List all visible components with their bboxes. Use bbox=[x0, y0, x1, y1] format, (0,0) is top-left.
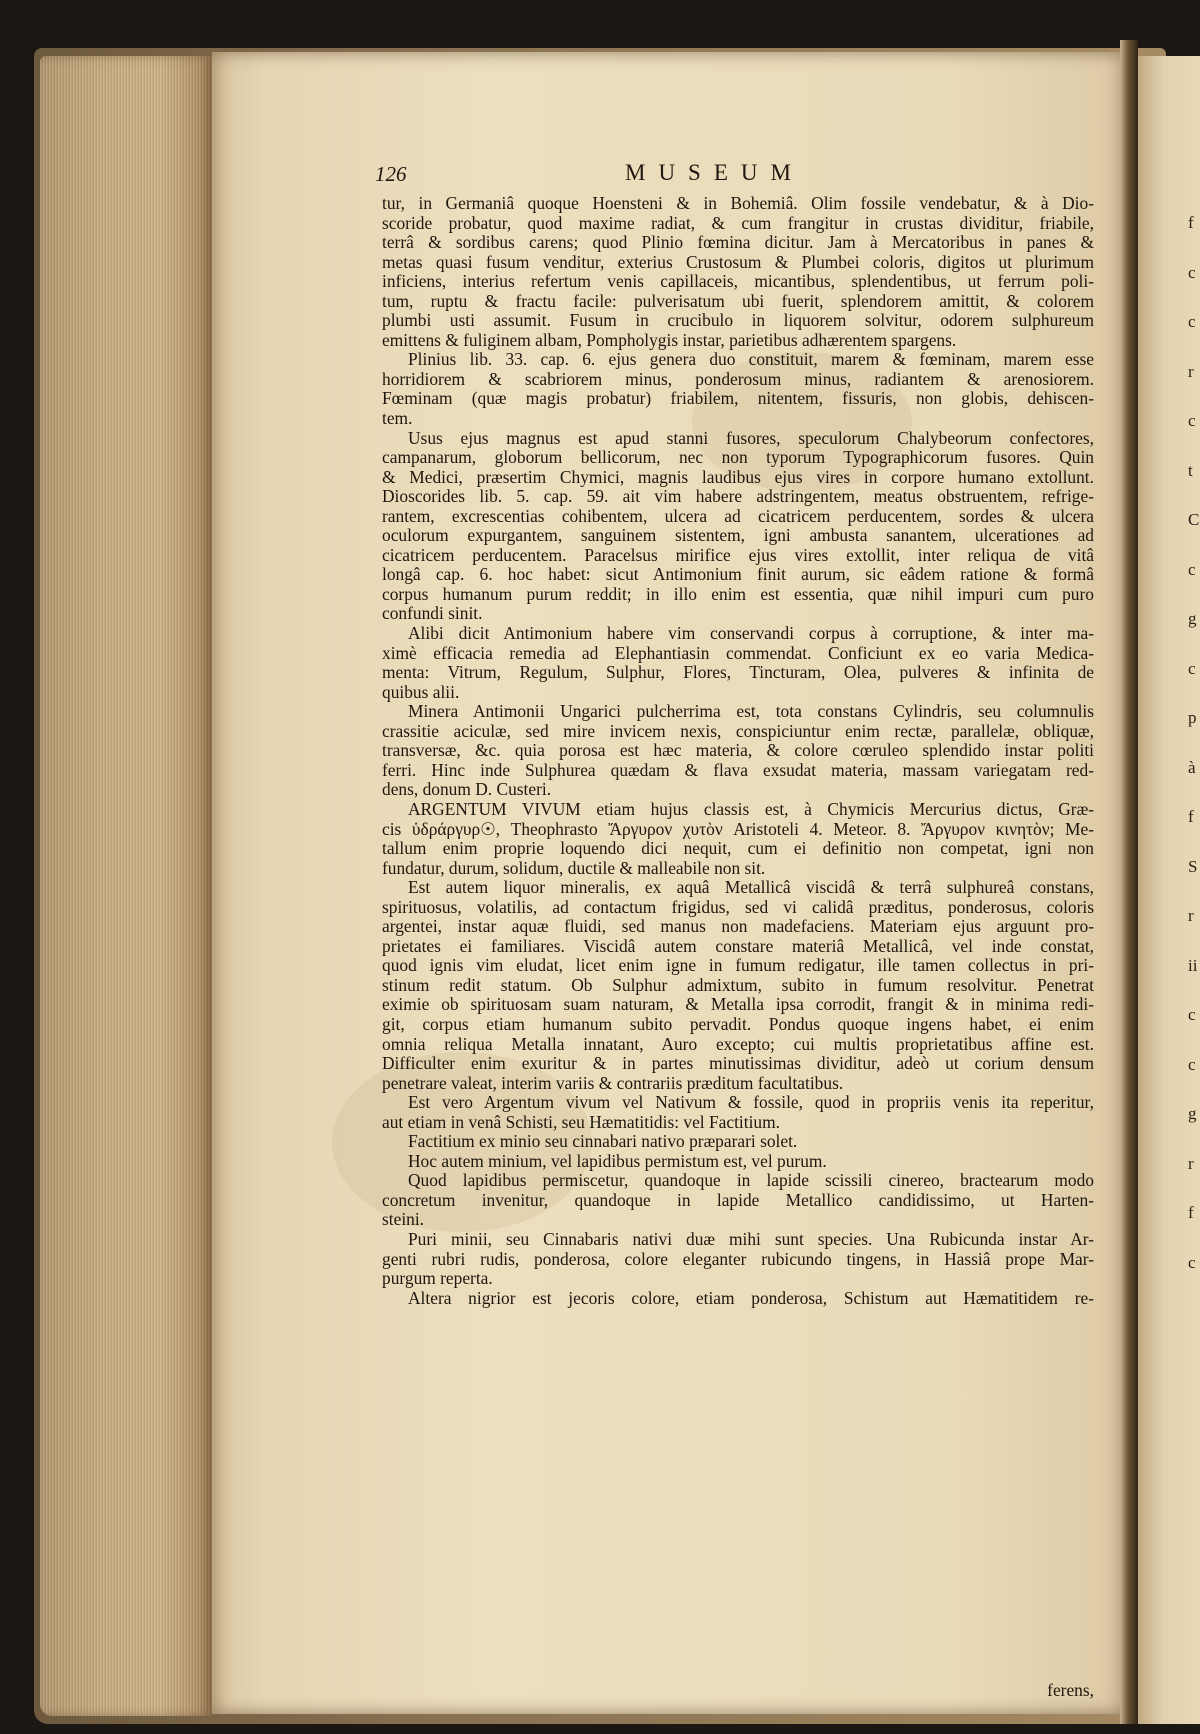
right-margin-letter: r bbox=[1188, 1153, 1194, 1173]
text-line: eximie ob spirituosam suam naturam, & Metalla ipsa corrodit, frangit & in minima redi- bbox=[382, 995, 1094, 1015]
text-line: fundatur, durum, solidum, ductile & malleabile non sit. bbox=[382, 858, 766, 878]
text-line: penetrare valeat, interim variis & contrariis præditum facultatibus. bbox=[382, 1073, 844, 1093]
right-margin-letter: g bbox=[1188, 1104, 1197, 1123]
text-line: aut etiam in venâ Schisti, seu Hæmatitidis: vel Factitium. bbox=[382, 1112, 780, 1132]
text-line: tum, ruptu & fractu facile: pulverisatum ubi fuerit, splendorem amittit, & colorem bbox=[382, 291, 1094, 311]
text-line: plumbi usti assumit. Fusum in crucibulo in liquorem solvitur, odorem sulphureum bbox=[382, 311, 1094, 331]
text-line: Est vero Argentum vivum vel Nativum & fossile, quod in propriis venis ita reperitur, bbox=[408, 1093, 1094, 1113]
text-line: confundi sinit. bbox=[382, 604, 483, 624]
text-line: menta: Vitrum, Regulum, Sulphur, Flores, Tincturam, Olea, pulveres & infinita de bbox=[382, 663, 1094, 683]
text-line: Plinius lib. 33. cap. 6. ejus genera duo constituit, marem & fœminam, marem esse bbox=[408, 350, 1094, 370]
text-line: ferri. Hinc inde Sulphurea quædam & flava exsudat materia, massam variegatam red- bbox=[382, 760, 1094, 780]
text-line: corpus humanum purum reddit; in illo enim est essentia, quæ nihil impuri cum puro bbox=[382, 584, 1094, 604]
page-header bbox=[375, 162, 1095, 188]
text-line: crassitie aciculæ, sed mire invicem nexis, conspiciuntur enim rectæ, parallelæ, obliquæ, bbox=[382, 721, 1094, 741]
text-line: Puri minii, seu Cinnabaris nativi duæ mihi sunt species. Una Rubicunda instar Ar- bbox=[408, 1229, 1094, 1249]
right-margin-letter: f bbox=[1188, 213, 1194, 232]
text-line: horridiorem & scabriorem minus, ponderosum minus, radiantem & arenosiorem. bbox=[382, 369, 1094, 389]
right-margin-letter: c bbox=[1188, 1252, 1196, 1272]
right-page-fragment bbox=[1188, 198, 1200, 1287]
text-line: Dioscorides lib. 5. cap. 59. ait vim habere adstringentem, meatus obstruentem, refrige- bbox=[382, 487, 1094, 507]
right-margin-letter: c bbox=[1188, 411, 1196, 430]
catchword: ferens, bbox=[1047, 1680, 1094, 1700]
text-line: terrâ & sordibus carens; quod Plinio fœmina dicitur. Jam à Mercatoribus in panes & bbox=[382, 233, 1094, 253]
text-line: tur, in Germaniâ quoque Hoensteni & in Bohemiâ. Olim fossile vendebatur, & à Dio- bbox=[382, 194, 1094, 213]
running-head: MUSEUM bbox=[625, 160, 804, 185]
text-line: inficiens, interius refertum venis capillaceis, micantibus, splendentibus, ut ferrum poli- bbox=[382, 272, 1094, 292]
right-margin-letter: c bbox=[1188, 658, 1196, 678]
right-margin-letter: f bbox=[1188, 807, 1194, 826]
text-line: Difficulter enim exuritur & in partes minutissimas dividitur, adeò ut corium densum bbox=[382, 1054, 1094, 1074]
text-line: prietates ei familiares. Viscidâ autem constare materiâ Metallicâ, vel inde constat, bbox=[382, 936, 1094, 956]
right-margin-letter: c bbox=[1188, 1054, 1196, 1074]
right-margin-letter: r bbox=[1188, 361, 1194, 381]
text-line: emittens & fuliginem albam, Pompholygis instar, parietibus adhærentem spargens. bbox=[382, 330, 957, 350]
page-number: 126 bbox=[375, 162, 407, 186]
text-line: rantem, excrescentias cohibentem, ulcera ad cicatricem perducentem, sordes & ulcera bbox=[382, 506, 1094, 526]
text-line: Quod lapidibus permiscetur, quandoque in lapide scissili cinereo, bractearum modo bbox=[408, 1171, 1094, 1191]
text-line: omnia reliqua Metalla innatant, Auro excepto; cui multis proprietatibus affine est. bbox=[382, 1034, 1094, 1054]
text-line: quod ignis vim eludat, licet enim igne in fumum redigatur, ille tamen collectus in pri- bbox=[382, 956, 1094, 976]
text-line: steini. bbox=[382, 1210, 425, 1230]
right-margin-letter: S bbox=[1188, 856, 1198, 876]
text-line: concretum invenitur, quandoque in lapide Metallico candidissimo, ut Harten- bbox=[382, 1190, 1094, 1210]
right-margin-letter: c bbox=[1188, 262, 1196, 282]
text-line: metas quasi fusum venditur, exterius Crustosum & Plumbei coloris, digitos ut plurimum bbox=[382, 252, 1094, 272]
text-line: ARGENTUM VIVUM etiam hujus classis est, à Chymicis Mercurius dictus, Græ- bbox=[408, 799, 1094, 819]
text-line: genti rubri rudis, ponderosa, colore eleganter rubicundo tingens, in Hassiâ prope Mar- bbox=[382, 1249, 1094, 1269]
right-margin-letter: t bbox=[1188, 460, 1193, 480]
right-margin-letter: f bbox=[1188, 1203, 1194, 1222]
text-line: cis ὑδράργυρ☉, Theophrasto Ἄργυρον χυτὸν Aristoteli 4. Meteor. 8. Ἄργυρον κινητὸν; Me- bbox=[382, 819, 1094, 839]
text-line: cicatricem perducentem. Paracelsus mirifice ejus vires extollit, inter reliqua de vitâ bbox=[382, 545, 1094, 565]
right-margin-letter: c bbox=[1188, 559, 1196, 579]
page-edges bbox=[40, 56, 212, 1716]
text-line: Hoc autem minium, vel lapidibus permistum est, vel purum. bbox=[408, 1151, 827, 1171]
text-line: Alibi dicit Antimonium habere vim conservandi corpus à corruptione, & inter ma- bbox=[408, 624, 1094, 644]
text-line: Fœminam (quæ magis probatur) friabilem, nitentem, fissuris, non globis, dehiscen- bbox=[382, 389, 1094, 409]
text-line: quibus alii. bbox=[382, 682, 460, 702]
text-line: longâ cap. 6. hoc habet: sicut Antimonium finit aurum, sic eâdem ratione & formâ bbox=[382, 565, 1094, 585]
text-line: scoride probatur, quod maxime radiat, & cum frangitur in crustas dividitur, friabile, bbox=[382, 213, 1094, 233]
right-margin-letter: g bbox=[1188, 609, 1197, 628]
text-line: Altera nigrior est jecoris colore, etiam ponderosa, Schistum aut Hæmatitidem re- bbox=[408, 1288, 1094, 1308]
book-gutter bbox=[1120, 40, 1138, 1724]
right-margin-letter: p bbox=[1188, 708, 1197, 727]
text-line: campanarum, globorum bellicorum, nec non typorum Typographicorum fusores. Quin bbox=[382, 448, 1094, 468]
text-line: Est autem liquor mineralis, ex aquâ Metallicâ viscidâ & terrâ sulphureâ constans, bbox=[408, 878, 1094, 898]
right-margin-letter: ii bbox=[1188, 955, 1198, 975]
text-line: Factitium ex minio seu cinnabari nativo præparari solet. bbox=[408, 1132, 798, 1152]
text-line: dens, donum D. Custeri. bbox=[382, 780, 552, 800]
text-line: ximè efficacia remedia ad Elephantiasin commendat. Conficiunt ex eo varia Medica- bbox=[382, 643, 1094, 663]
text-line: transversæ, &c. quia porosa est hæc materia, & colore cœruleo splendido instar politi bbox=[382, 741, 1094, 761]
text-line: spirituosus, volatilis, ad contactum frigidus, sed vi calidâ præditus, ponderosus, coloris bbox=[382, 897, 1094, 917]
text-line: Minera Antimonii Ungarici pulcherrima est, tota constans Cylindris, seu columnulis bbox=[408, 702, 1094, 722]
text-line: tem. bbox=[382, 409, 413, 429]
text-line: git, corpus etiam humanum subito pervadit. Pondus quoque ingens habet, ei enim bbox=[382, 1014, 1094, 1034]
text-line: stinum redit statum. Ob Sulphur admixtum, subito in fumum resolvitur. Penetrat bbox=[382, 975, 1094, 995]
text-line: argentei, instar aquæ fluidi, sed manus non madefaciens. Materiam ejus arguunt pro- bbox=[382, 917, 1094, 937]
right-margin-letter: c bbox=[1188, 312, 1196, 331]
text-line: oculorum expurgantem, sanguinem sistentem, igni ambusta sanantem, ulcerationes ad bbox=[382, 526, 1094, 546]
text-line: tallum enim proprie loquendo dici nequit, cum ei definitio non competat, igni non bbox=[382, 839, 1094, 859]
right-margin-letter: à bbox=[1188, 757, 1196, 777]
right-margin-letter: c bbox=[1188, 1005, 1196, 1024]
body-text bbox=[382, 194, 1094, 1308]
right-margin-letter: C bbox=[1188, 510, 1200, 529]
text-line: & Medici, præsertim Chymici, magnis laudibus ejus vires in corpore humano extollunt. bbox=[382, 467, 1094, 487]
text-line: Usus ejus magnus est apud stanni fusores, speculorum Chalybeorum confectores, bbox=[408, 428, 1094, 448]
right-margin-letter: r bbox=[1188, 906, 1194, 925]
text-line: purgum reperta. bbox=[382, 1269, 493, 1289]
